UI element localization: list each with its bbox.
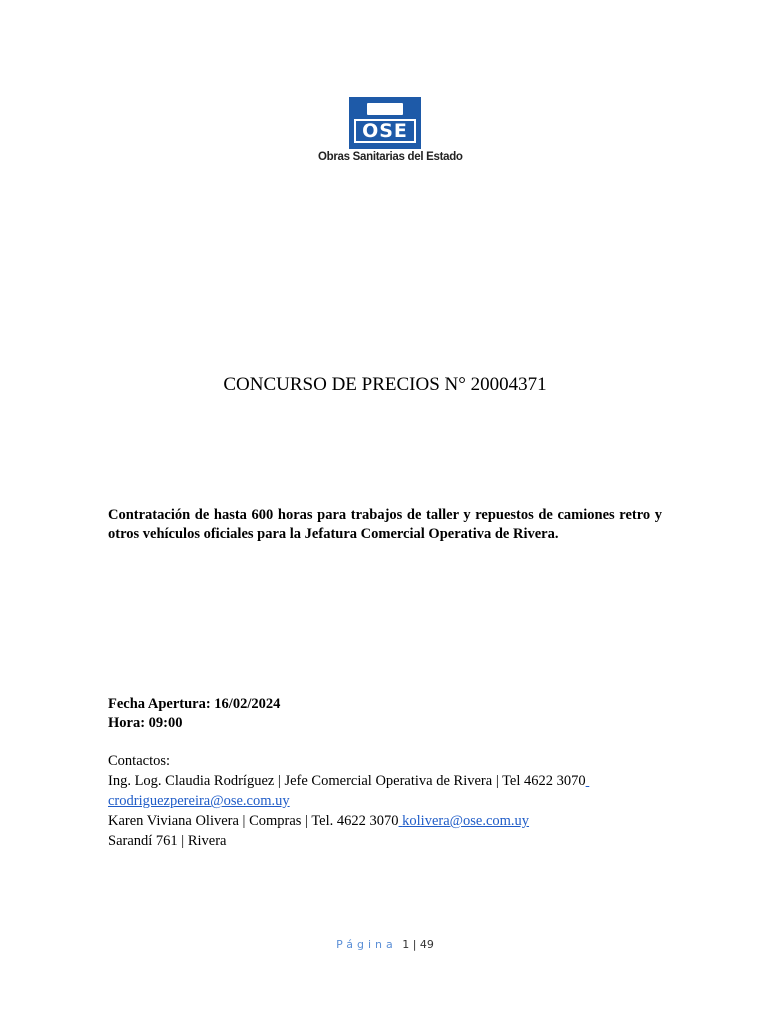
contact-1-trailing-link[interactable] bbox=[586, 773, 590, 789]
contact-1-text: Ing. Log. Claudia Rodríguez | Jefe Comercial Operativa de Rivera | Tel 4622 3070 bbox=[108, 773, 586, 789]
contact-2-text: Karen Viviana Olivera | Compras | Tel. 4622 3070 bbox=[108, 813, 399, 829]
logo-word: OSE bbox=[362, 119, 408, 142]
page-total: | 49 bbox=[412, 938, 434, 951]
logo-caption: Obras Sanitarias del Estado bbox=[318, 151, 463, 163]
contact-line-1 bbox=[108, 771, 589, 791]
ose-logo-mark bbox=[349, 97, 421, 149]
logo-word-frame bbox=[354, 119, 416, 143]
page-footer bbox=[0, 938, 770, 951]
contacts-heading: Contactos: bbox=[108, 753, 171, 769]
contact-line-3: Sarandí 761 | Rivera bbox=[108, 833, 227, 849]
contact-1-email-link[interactable]: crodriguezpereira@ose.com.uy bbox=[108, 793, 290, 809]
document-title: CONCURSO DE PRECIOS N° 20004371 bbox=[223, 374, 547, 395]
page-number: 1 bbox=[402, 938, 410, 951]
page-label: Página bbox=[336, 938, 397, 951]
contact-line-1-email bbox=[108, 791, 589, 811]
contact-2-email-link[interactable]: kolivera@ose.com.uy bbox=[402, 813, 530, 829]
document-description: Contratación de hasta 600 horas para trabajos de taller y repuestos de camiones retro y otros vehículos oficiales para la Jefatura Comercial Operativa de Rivera. bbox=[108, 507, 662, 542]
opening-time: Hora: 09:00 bbox=[108, 715, 183, 731]
ose-logo bbox=[318, 97, 463, 169]
contact-line-2 bbox=[108, 811, 589, 831]
logo-bar-shape bbox=[367, 103, 403, 115]
opening-date: Fecha Apertura: 16/02/2024 bbox=[108, 696, 281, 712]
contacts-block bbox=[108, 751, 589, 851]
